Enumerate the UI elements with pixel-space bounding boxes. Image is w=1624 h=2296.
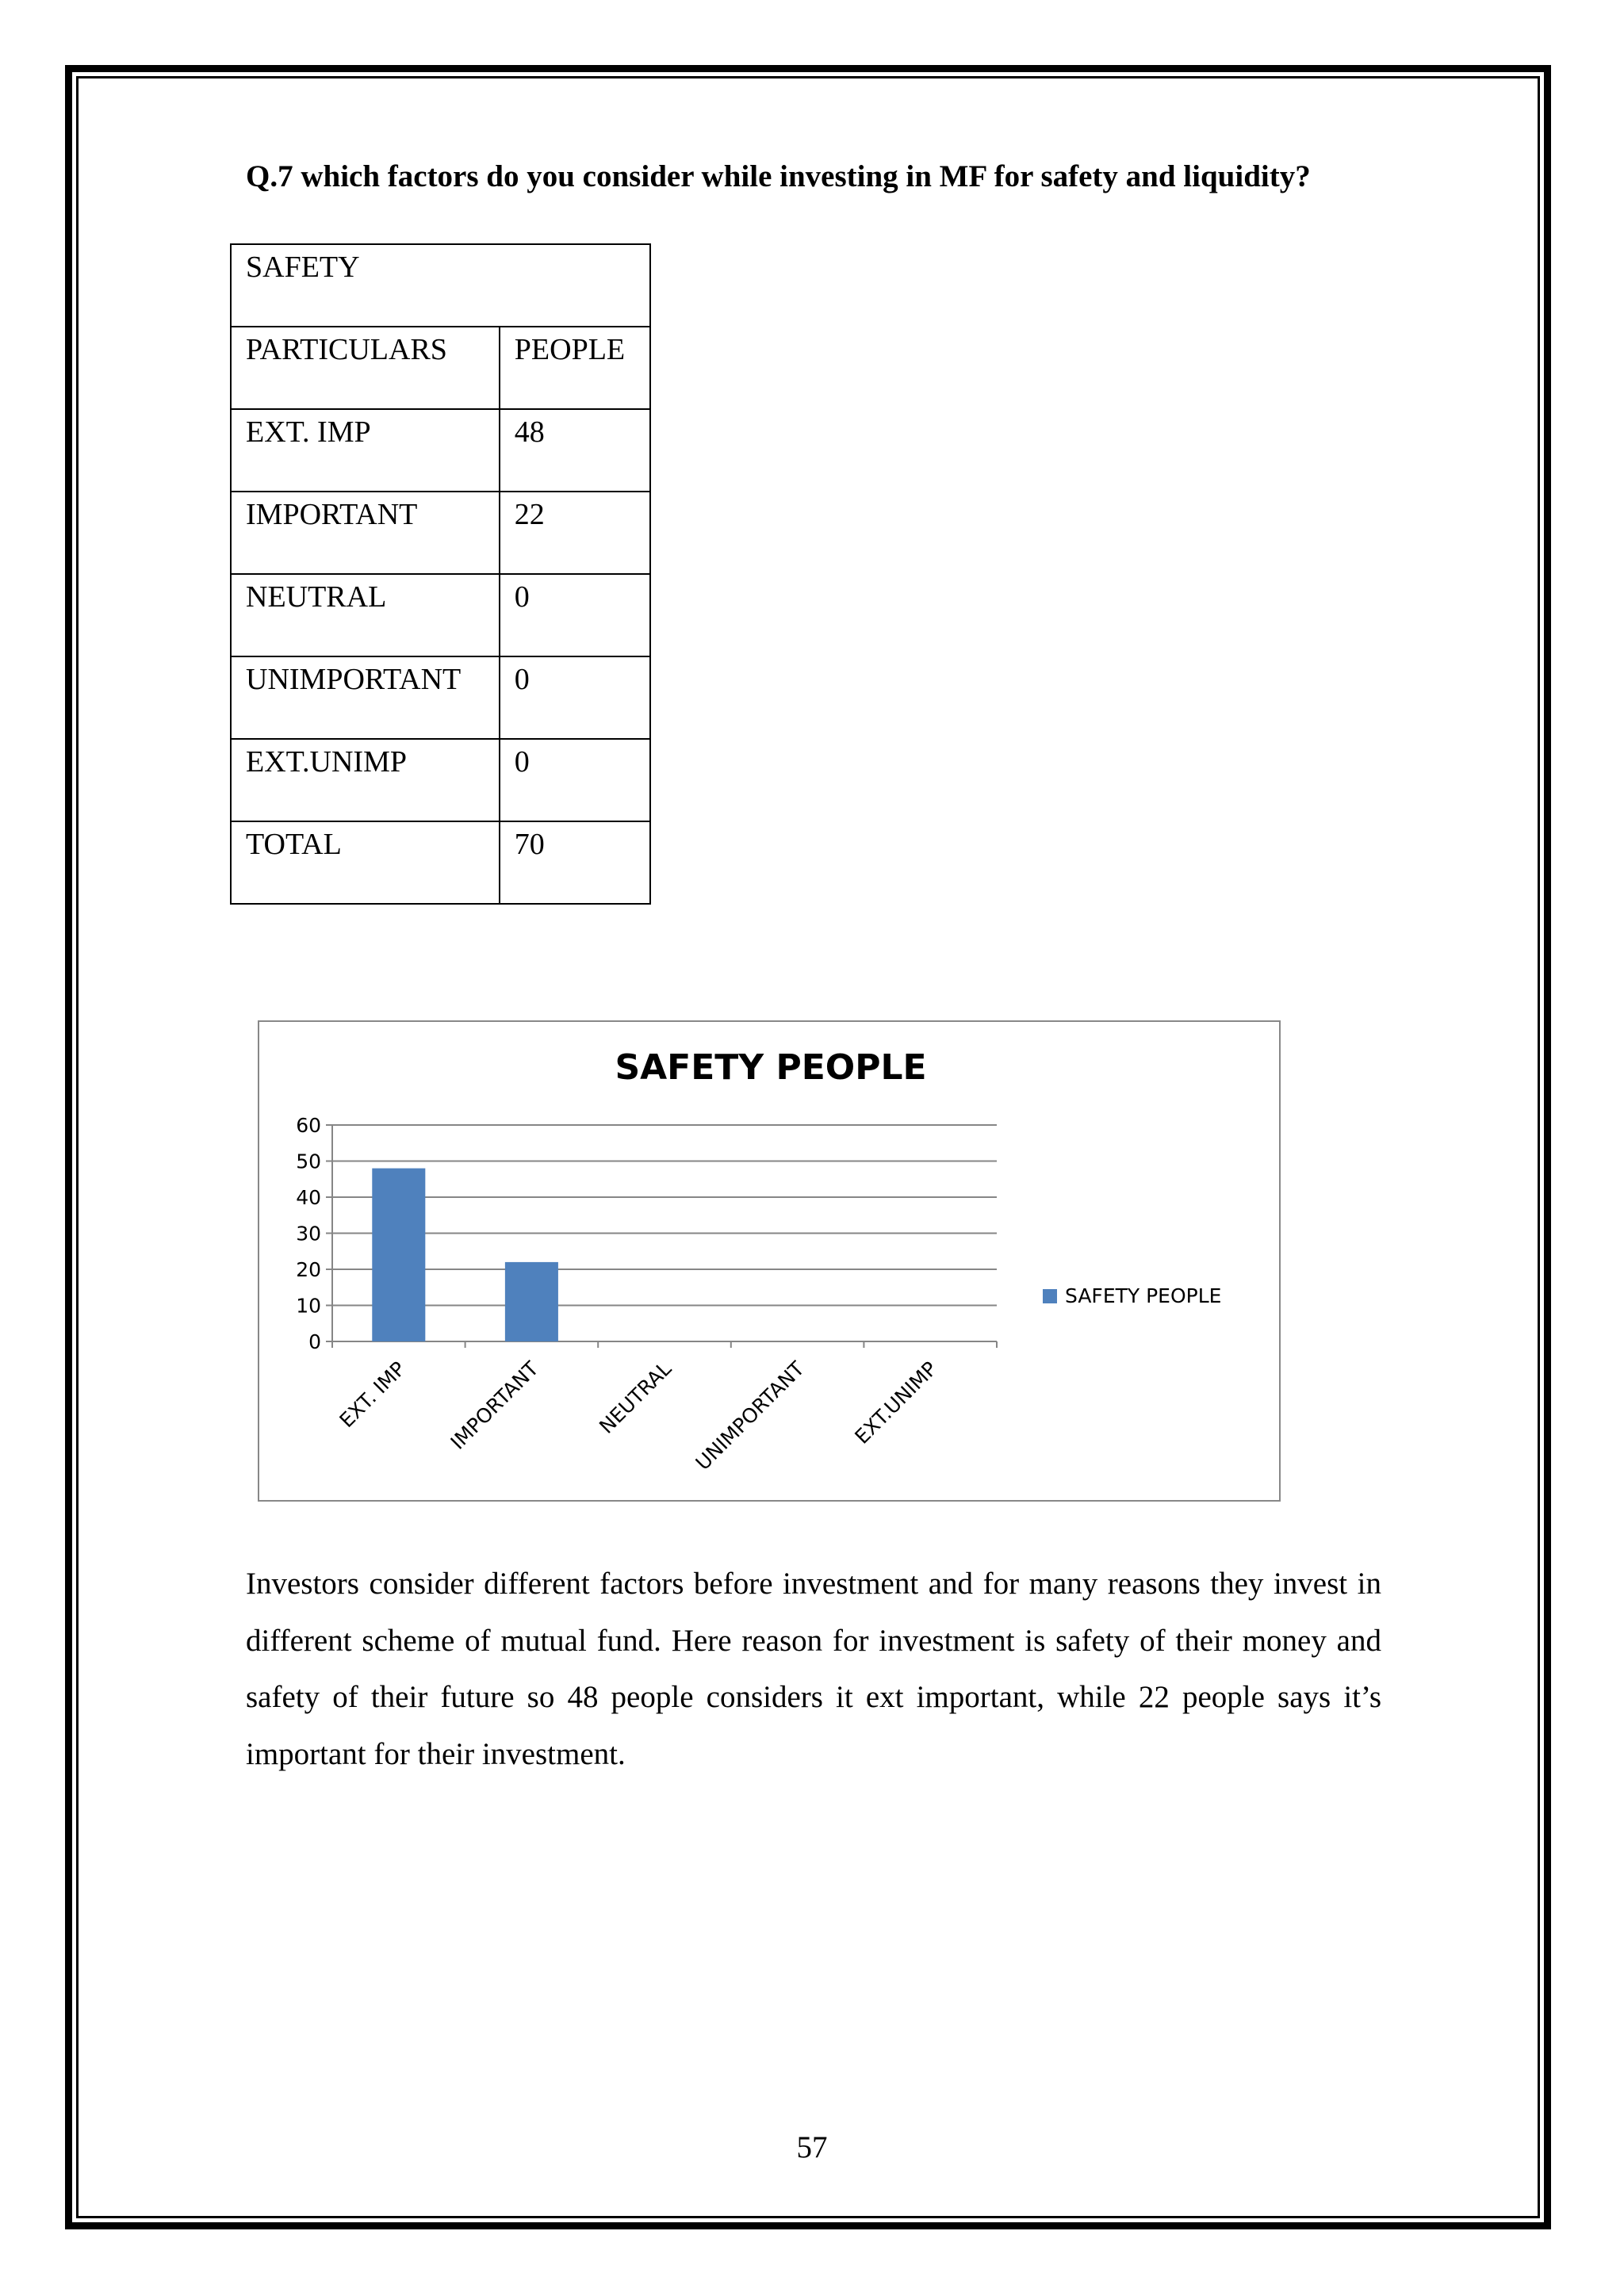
table-title-row <box>231 244 650 327</box>
page-number: 57 <box>796 2130 828 2164</box>
chart-canvas <box>259 1022 1282 1503</box>
safety-table <box>230 243 651 905</box>
y-tick-label: 50 <box>296 1150 321 1173</box>
header-people: PEOPLE <box>500 327 650 409</box>
y-tick-label: 20 <box>296 1258 321 1281</box>
y-tick-label: 40 <box>296 1186 321 1209</box>
table-cell-particular: EXT. IMP <box>231 409 500 492</box>
table-row <box>231 656 650 739</box>
y-tick-label: 30 <box>296 1222 321 1246</box>
y-tick-label: 10 <box>296 1294 321 1318</box>
bar-0 <box>372 1169 425 1341</box>
table-row <box>231 821 650 904</box>
chart-title: SAFETY PEOPLE <box>615 1047 927 1088</box>
table-cell-people: 48 <box>500 409 650 492</box>
table-cell-particular: EXT.UNIMP <box>231 739 500 821</box>
safety-table-body <box>231 244 650 904</box>
x-category-label: EXT.UNIMP <box>850 1357 942 1448</box>
table-cell-particular: IMPORTANT <box>231 492 500 574</box>
table-row <box>231 739 650 821</box>
table-row <box>231 409 650 492</box>
x-category-label: IMPORTANT <box>446 1357 543 1454</box>
legend-label: SAFETY PEOPLE <box>1065 1284 1222 1307</box>
table-row <box>231 492 650 574</box>
table-cell-people: 0 <box>500 656 650 739</box>
table-cell-particular: UNIMPORTANT <box>231 656 500 739</box>
table-cell-particular: NEUTRAL <box>231 574 500 656</box>
y-tick-label: 60 <box>296 1114 321 1137</box>
table-title: SAFETY <box>231 244 650 327</box>
table-cell-particular: TOTAL <box>231 821 500 904</box>
table-cell-people: 22 <box>500 492 650 574</box>
analysis-paragraph: Investors consider different factors before investment and for many reasons they invest in different scheme of mutual fund. Here reason for investment is safety of their money and safety of their future so 48 people considers it ext important, while 22 people says it’s important for their investment. <box>246 1567 1381 1771</box>
y-tick-label: 0 <box>308 1330 321 1353</box>
question-heading: Q.7 which factors do you consider while investing in MF for safety and liquidity? <box>246 159 1311 193</box>
legend-swatch <box>1043 1289 1057 1303</box>
x-category-label: UNIMPORTANT <box>691 1357 809 1475</box>
x-category-label: EXT. IMP <box>335 1357 411 1433</box>
table-header-row <box>231 327 650 409</box>
safety-bar-chart <box>258 1020 1281 1502</box>
table-cell-people: 0 <box>500 574 650 656</box>
table-cell-people: 0 <box>500 739 650 821</box>
table-row <box>231 574 650 656</box>
header-particulars: PARTICULARS <box>231 327 500 409</box>
bar-1 <box>505 1262 558 1341</box>
x-category-label: NEUTRAL <box>595 1357 676 1438</box>
table-cell-people: 70 <box>500 821 650 904</box>
